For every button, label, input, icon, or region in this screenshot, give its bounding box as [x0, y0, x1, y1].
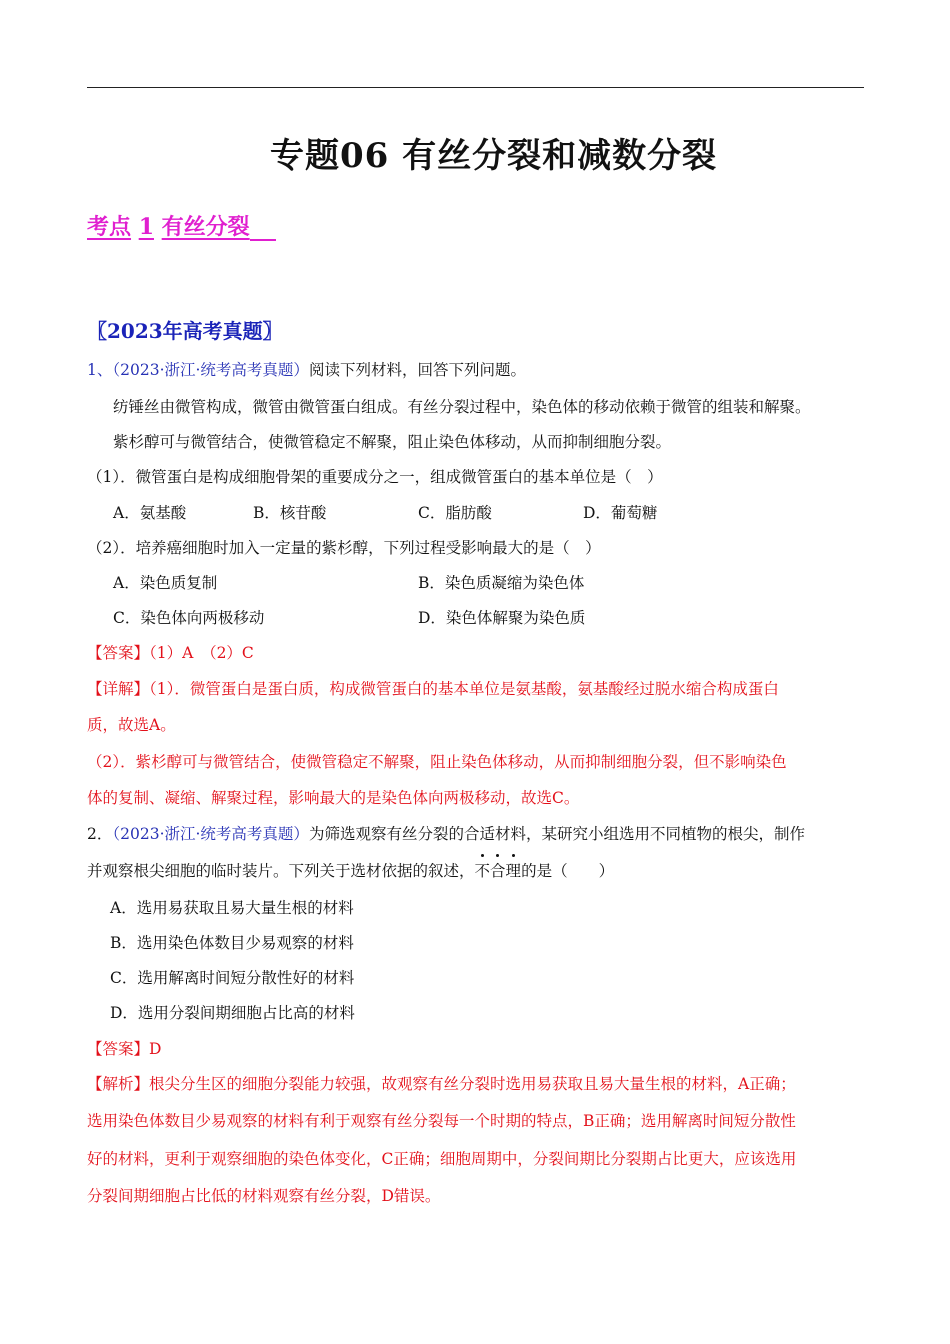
q1-stem: 阅读下列材料，回答下列问题。: [308, 361, 526, 379]
q1-number: 1、: [87, 361, 113, 379]
section-number: 1: [138, 214, 154, 240]
q1-detail-label: 【详解】: [87, 680, 150, 698]
q2-number: 2．: [87, 825, 113, 843]
q2-stem-line-2: [87, 861, 614, 881]
q2-source: （2023·浙江·统考高考真题）: [112, 825, 309, 843]
q1-sub1: （1）．微管蛋白是构成细胞骨架的重要成分之一，组成微管蛋白的基本单位是（ ）: [87, 468, 663, 486]
q1-answer: [87, 643, 254, 663]
q1-detail-line-2: 质，故选A。: [87, 716, 176, 734]
q1-material-1: 纺锤丝由微管构成，微管由微管蛋白组成。有丝分裂过程中，染色体的移动依赖于微管的组装和解聚。: [113, 398, 811, 416]
q1-sub2-option-c: C．染色体向两极移动: [113, 609, 265, 627]
emphasis-char: 合: [490, 862, 506, 880]
q2-answer: [87, 1039, 161, 1059]
q2-stem-1: 为筛选观察有丝分裂的合适材料，某研究小组选用不同植物的根尖，制作: [308, 825, 805, 843]
q1-sub1-option-b: B．核苷酸: [253, 504, 327, 522]
section-label: 考点: [87, 214, 132, 240]
header-rule: [87, 87, 864, 88]
q1-sub2-option-a: A．染色质复制: [113, 574, 218, 592]
q1-detail-line-4: 体的复制、凝缩、解聚过程，影响最大的是染色体向两极移动，故选C。: [87, 789, 580, 807]
q1-answer-value: （1）A （2）C: [149, 644, 254, 662]
section-heading: [87, 210, 276, 241]
q2-stem-line-1: [87, 824, 805, 844]
q2-option-a: A．选用易获取且易大量生根的材料: [110, 899, 354, 917]
q1-sub2: （2）．培养癌细胞时加入一定量的紫杉醇，下列过程受影响最大的是（ ）: [87, 539, 601, 557]
q2-analysis-line-1: [87, 1074, 796, 1094]
q2-option-c: C．选用解离时间短分散性好的材料: [110, 969, 355, 987]
q2-option-d: D．选用分裂间期细胞占比高的材料: [110, 1004, 355, 1022]
q1-sub1-option-d: D．葡萄糖: [583, 504, 658, 522]
year-header: 〖2023年高考真题〗: [87, 319, 283, 343]
q1-detail-line-1: [87, 679, 779, 699]
q2-analysis-line-4: 分裂间期细胞占比低的材料观察有丝分裂，D错误。: [87, 1187, 441, 1205]
emphasis-char: 不: [474, 862, 491, 880]
q1-sub2-option-b: B．染色质凝缩为染色体: [418, 574, 585, 592]
q2-analysis-label: 【解析】: [87, 1075, 150, 1093]
q1-sub1-option-a: A．氨基酸: [113, 504, 187, 522]
q2-answer-label: 【答案】: [87, 1040, 150, 1058]
q1-answer-label: 【答案】: [87, 644, 150, 662]
q2-stem-2-post: 的是（ ）: [521, 862, 615, 880]
emphasis-char: 理: [505, 862, 522, 880]
q1-material-2: 紫杉醇可与微管结合，使微管稳定不解聚，阻止染色体移动，从而抑制细胞分裂。: [113, 433, 672, 451]
q2-analysis-line-2: 选用染色体数目少易观察的材料有利于观察有丝分裂每一个时期的特点，B正确；选用解离时间短分散性: [87, 1112, 796, 1130]
q1-stem-line: [87, 360, 526, 380]
q1-sub1-option-c: C．脂肪酸: [418, 504, 492, 522]
q2-answer-value: D: [149, 1040, 162, 1058]
q2-stem-2-pre: 并观察根尖细胞的临时装片。下列关于选材依据的叙述，: [87, 862, 475, 880]
q2-analysis-line-3: 好的材料，更利于观察细胞的染色体变化，C正确；细胞周期中，分裂间期比分裂期占比更大，应该选用: [87, 1150, 797, 1168]
q1-source: （2023·浙江·统考高考真题）: [112, 361, 309, 379]
section-name: 有丝分裂: [161, 214, 250, 240]
q1-detail-text-1: （1）．微管蛋白是蛋白质，构成微管蛋白的基本单位是氨基酸，氨基酸经过脱水缩合构成蛋白: [149, 680, 779, 698]
underline-padding: [250, 217, 276, 241]
q1-detail-line-3: （2）．紫杉醇可与微管结合，使微管稳定不解聚，阻止染色体移动，从而抑制细胞分裂，但不影响染色: [87, 753, 787, 771]
q2-analysis-text-1: 根尖分生区的细胞分裂能力较强，故观察有丝分裂时选用易获取且易大量生根的材料，A正确；: [149, 1075, 796, 1093]
page-title: 专题06 有丝分裂和减数分裂: [270, 136, 718, 176]
q2-option-b: B．选用染色体数目少易观察的材料: [110, 934, 354, 952]
q1-sub2-option-d: D．染色体解聚为染色质: [418, 609, 586, 627]
